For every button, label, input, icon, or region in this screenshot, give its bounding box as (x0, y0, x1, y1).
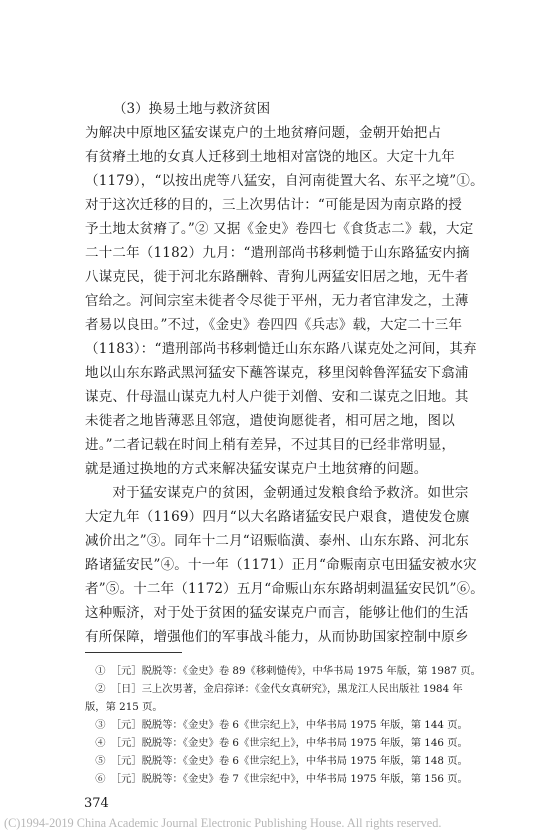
body-line: 者易以良田。”不过，《金史》卷四四《兵志》载，大定二十三年 (85, 317, 463, 333)
footnote: ④ ［元］脱脱等：《金史》卷 6《世宗纪上》，中华书局 1975 年版，第 146 页。 (85, 737, 468, 749)
body-line: 路诸猛安民”④。十一年（1171）正月“命赈南京屯田猛安被水灾 (85, 557, 477, 573)
body-line: 就是通过换地的方式来解决猛安谋克户土地贫瘠的问题。 (85, 461, 428, 477)
body-line: 未徙者之地皆薄恶且邻寇，遣使询愿徙者，相可居之地，图以 (85, 413, 455, 429)
footnote: ② ［日］三上次男著，金启孮译：《金代女真研究》，黑龙江人民出版社 1984 年 (85, 683, 463, 695)
body-line: 有贫瘠土地的女真人迁移到土地相对富饶的地区。大定十九年 (85, 149, 455, 165)
body-line: 大定九年（1169）四月“以大名路诸猛安民户艰食，遣使发仓廪 (85, 509, 470, 525)
body-line: 有所保障，增强他们的军事战斗能力，从而协助国家控制中原乡 (85, 629, 469, 645)
footnote-continuation: 版，第 215 页。 (85, 701, 163, 713)
body-line: 为解决中原地区猛安谋克户的土地贫瘠问题，金朝开始把占 (85, 125, 442, 141)
body-line: 减价出之”③。同年十二月“诏赈临潢、泰州、山东东路、河北东 (85, 533, 470, 549)
body-line: 对于这次迁移的目的，三上次男估计：“可能是因为南京路的授 (85, 197, 463, 213)
body-line: 二十二年（1182）九月：“遣刑部尚书移剌慥于山东路猛安内摘 (85, 245, 470, 261)
body-line: 八谋克民，徙于河北东路酬斡、青狗儿两猛安旧居之地，无牛者 (85, 269, 469, 285)
footnote-divider (85, 652, 182, 653)
body-line: 进。”二者记载在时间上稍有差异，不过其目的已经非常明显， (85, 437, 456, 453)
body-line: 谋克、什母温山谋克九村人户徙于刘僧、安和二谋克之旧地。其 (85, 389, 469, 405)
body-line: 对于猛安谋克户的贫困，金朝通过发粮食给予救济。如世宗 (85, 485, 469, 501)
copyright-watermark: (C)1994-2019 China Academic Journal Electronic Publishing House. All rights reserved. (4, 816, 442, 830)
body-line: 官给之。河间宗室未徙者令尽徙于平州，无力者官津发之，土薄 (85, 293, 469, 309)
page-number: 374 (84, 796, 109, 811)
body-line: 者”⑤。十二年（1172）五月“命赈山东东路胡剌温猛安民饥”⑥。 (85, 581, 484, 597)
body-line: 这种赈济，对于处于贫困的猛安谋克户而言，能够让他们的生活 (85, 605, 469, 621)
footnote: ③ ［元］脱脱等：《金史》卷 6《世宗纪上》，中华书局 1975 年版，第 144 页。 (85, 719, 468, 731)
footnote: ⑤ ［元］脱脱等：《金史》卷 6《世宗纪上》，中华书局 1975 年版，第 148 页。 (85, 755, 468, 767)
body-line: （1183）：“遣刑部尚书移剌慥迁山东东路八谋克处之河间，其弃 (85, 341, 477, 357)
section-heading: （3）换易土地与救济贫困 (113, 101, 271, 117)
body-line: 予土地太贫瘠了。”② 又据《金史》卷四七《食货志二》载，大定 (85, 221, 474, 237)
body-line: （1179），“以按出虎等八猛安，自河南徙置大名、东平之境”①。 (85, 173, 484, 189)
footnote: ⑥ ［元］脱脱等：《金史》卷 7《世宗纪中》，中华书局 1975 年版，第 156 页。 (85, 773, 468, 785)
footnote: ① ［元］脱脱等：《金史》卷 89《移剌慥传》，中华书局 1975 年版，第 1987 页。 (85, 665, 481, 677)
body-line: 地以山东东路武黑河猛安下蘸答谋克，移里闵斡鲁浑猛安下翕浦 (85, 365, 469, 381)
